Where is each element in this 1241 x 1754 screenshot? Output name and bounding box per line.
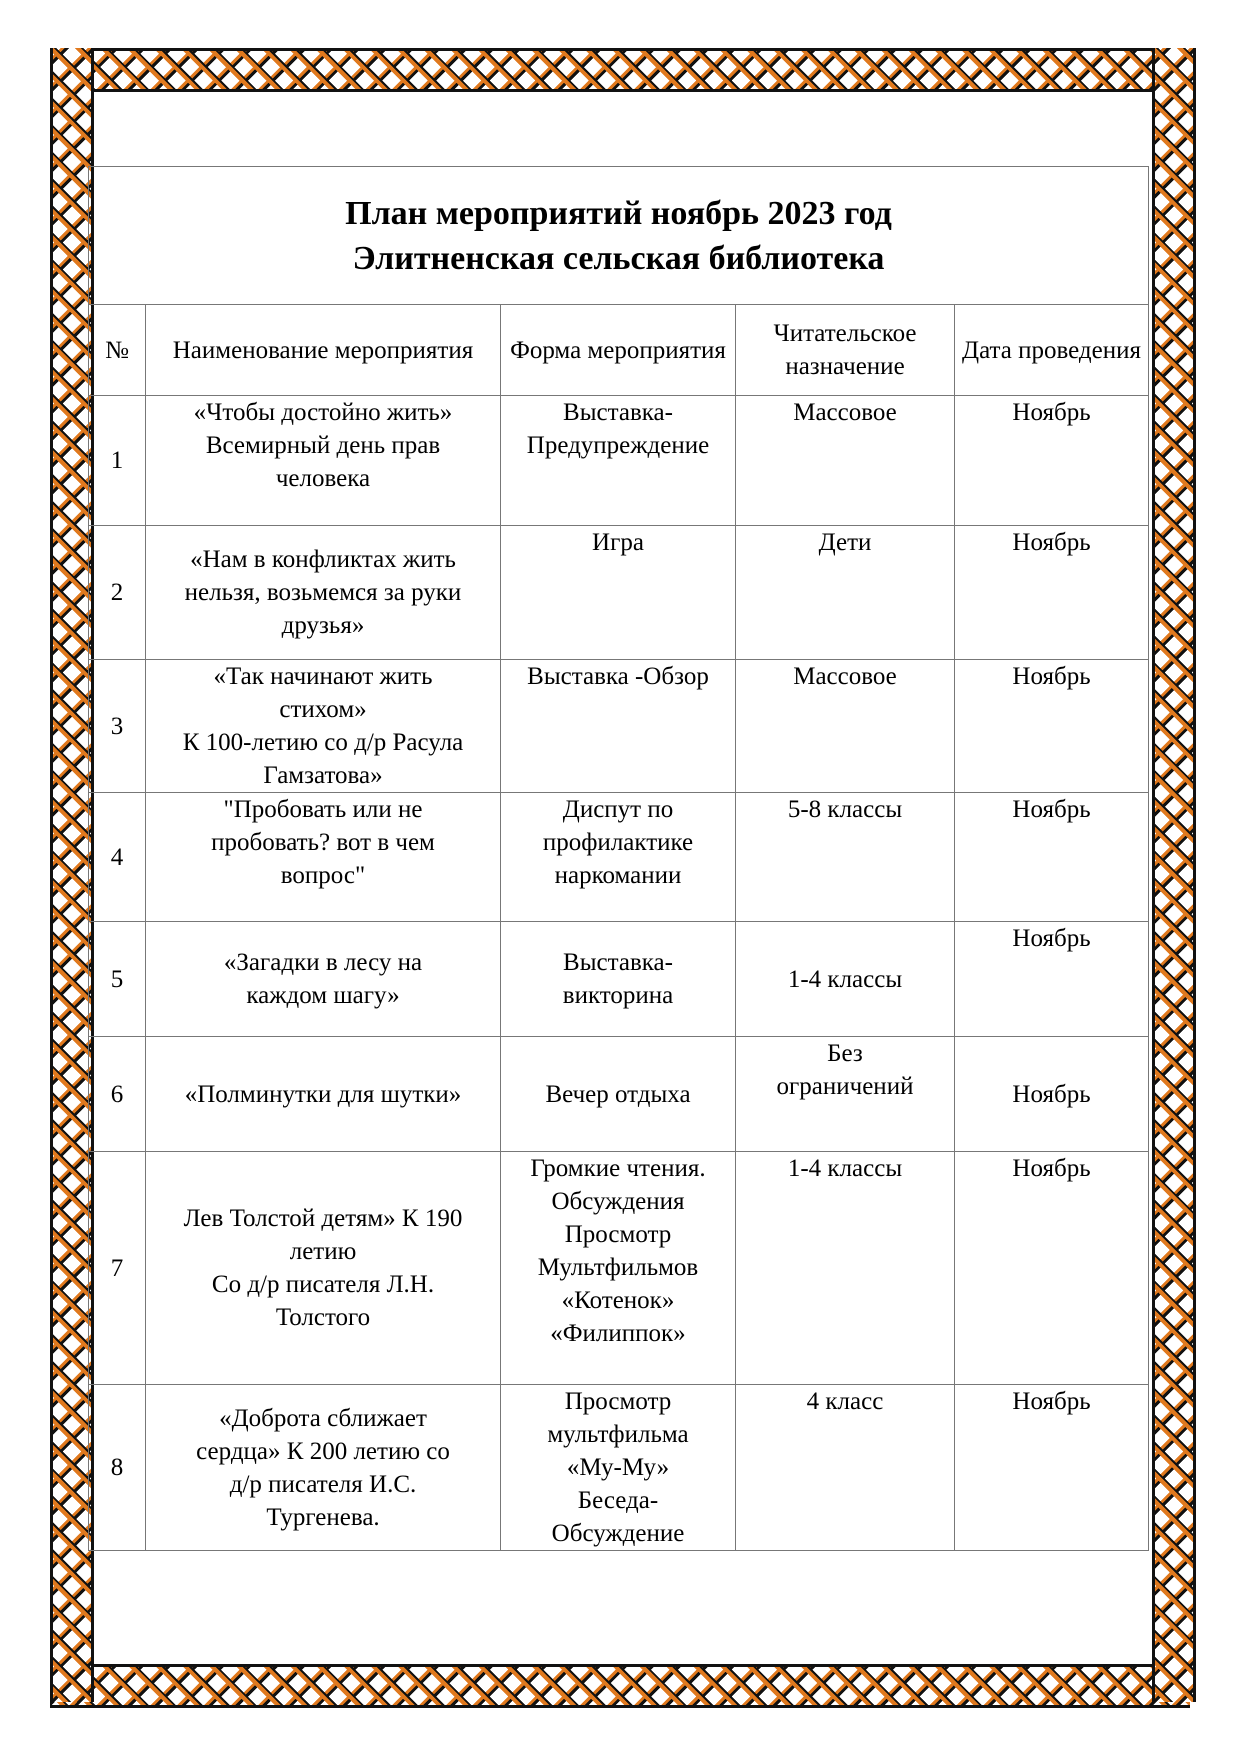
event-form-cell xyxy=(501,1152,736,1385)
event-name-cell-line: «Нам в конфликтах жить xyxy=(190,546,456,573)
audience-cell xyxy=(736,1037,955,1152)
audience-cell-line: 5-8 классы xyxy=(787,796,903,823)
event-form-cell-line: Диспут по xyxy=(562,796,674,823)
row-number: 4 xyxy=(89,793,146,922)
row-number: 6 xyxy=(89,1037,146,1152)
event-name-cell xyxy=(146,1385,501,1551)
event-name-cell-line: д/р писателя И.С. xyxy=(229,1470,417,1498)
event-form-cell-line: Игра xyxy=(592,529,644,556)
date-cell xyxy=(955,396,1149,526)
event-form-cell-line: Обсуждение xyxy=(551,1520,685,1547)
col-header-form: Форма мероприятия xyxy=(501,305,736,396)
date-cell-line: Ноябрь xyxy=(1012,1388,1091,1415)
date-cell-line: Ноябрь xyxy=(1012,1080,1091,1108)
ornamental-border-bottom xyxy=(50,1664,1190,1708)
table-row xyxy=(89,793,1149,922)
audience-cell xyxy=(736,396,955,526)
row-number: 7 xyxy=(89,1152,146,1385)
event-form-cell-line: «Филиппок» xyxy=(550,1320,686,1347)
table-row xyxy=(89,1152,1149,1385)
event-form-cell-line: профилактике xyxy=(542,829,694,856)
event-form-cell-line: Громкие чтения. xyxy=(530,1155,706,1182)
audience-cell-line: Дети xyxy=(818,529,872,556)
date-cell-line: Ноябрь xyxy=(1012,399,1091,426)
event-name-cell-line: «Так начинают жить xyxy=(213,663,433,690)
event-form-cell-line: Беседа- xyxy=(577,1487,659,1514)
header-row xyxy=(89,305,1149,396)
date-cell xyxy=(955,660,1149,793)
event-form-cell-line: мультфильма xyxy=(547,1421,689,1448)
date-cell-line: Ноябрь xyxy=(1012,1155,1091,1182)
audience-cell-line: Массовое xyxy=(793,399,897,426)
date-cell xyxy=(955,1385,1149,1551)
event-form-cell-line: Выставка- xyxy=(563,949,673,976)
event-name-cell xyxy=(146,1152,501,1385)
event-name-cell xyxy=(146,793,501,922)
event-name-cell-line: друзья» xyxy=(281,612,365,639)
event-name-cell-line: Тургенева. xyxy=(266,1503,380,1531)
event-name-cell-line: Всемирный день прав xyxy=(205,432,441,459)
event-name-cell-line: нельзя, возьмемся за руки xyxy=(184,579,462,606)
event-form-cell xyxy=(501,396,736,526)
event-form-cell-line: Выставка- xyxy=(563,399,673,426)
table-row xyxy=(89,526,1149,660)
audience-cell-line: ограничений xyxy=(776,1073,914,1100)
event-name-cell xyxy=(146,1037,501,1152)
event-form-cell-line: «Котенок» xyxy=(561,1287,675,1314)
audience-cell-line: Без xyxy=(827,1040,863,1067)
row-number: 3 xyxy=(89,660,146,793)
event-name-cell-line: Лев Толстой детям» К 190 xyxy=(183,1205,463,1232)
event-form-cell-line: Просмотр xyxy=(564,1221,672,1248)
event-name-cell-line: «Чтобы достойно жить» xyxy=(193,399,453,426)
col-header-audience: Читательское назначение xyxy=(736,305,955,396)
event-form-cell xyxy=(501,526,736,660)
event-form-cell-line: Выставка -Обзор xyxy=(527,663,709,690)
row-number: 8 xyxy=(89,1385,146,1551)
title-line-1: План мероприятий ноябрь 2023 год xyxy=(345,194,892,232)
event-form-cell-line: Мультфильмов xyxy=(537,1254,699,1281)
events-plan-table xyxy=(88,166,1149,1551)
event-name-cell xyxy=(146,396,501,526)
table-row xyxy=(89,1037,1149,1152)
event-name-cell xyxy=(146,660,501,793)
date-cell-line: Ноябрь xyxy=(1012,663,1091,690)
row-number: 1 xyxy=(89,396,146,526)
ornamental-border-right xyxy=(1152,48,1196,1702)
event-name-cell-line: «Полминутки для шутки» xyxy=(184,1080,462,1108)
event-name-cell-line: сердца» К 200 летию со xyxy=(196,1437,450,1465)
row-number: 2 xyxy=(89,526,146,660)
audience-cell-line: 1-4 классы xyxy=(787,1155,903,1182)
title-line-2: Элитненская сельская библиотека xyxy=(352,239,885,277)
event-form-cell-line: Просмотр xyxy=(564,1388,672,1415)
event-form-cell-line: Предупреждение xyxy=(526,432,710,459)
event-name-cell-line: летию xyxy=(289,1238,357,1265)
event-name-cell-line: Гамзатова» xyxy=(263,762,383,789)
audience-cell xyxy=(736,660,955,793)
audience-cell xyxy=(736,526,955,660)
table-row xyxy=(89,1385,1149,1551)
event-name-cell xyxy=(146,526,501,660)
table-row xyxy=(89,660,1149,793)
date-cell xyxy=(955,1037,1149,1152)
event-form-cell-line: викторина xyxy=(562,982,674,1009)
event-form-cell xyxy=(501,922,736,1037)
event-name-cell-line: пробовать? вот в чем xyxy=(211,829,435,856)
col-header-date: Дата проведения xyxy=(955,305,1149,396)
date-cell xyxy=(955,793,1149,922)
col-header-num: № xyxy=(89,305,146,396)
date-cell-line: Ноябрь xyxy=(1012,925,1091,952)
title-row xyxy=(89,167,1149,305)
date-cell xyxy=(955,1152,1149,1385)
audience-cell-line: 4 класс xyxy=(806,1388,884,1415)
audience-cell-line: Массовое xyxy=(793,663,897,690)
date-cell-line: Ноябрь xyxy=(1012,796,1091,823)
row-number: 5 xyxy=(89,922,146,1037)
event-form-cell xyxy=(501,660,736,793)
event-name-cell-line: Со д/р писателя Л.Н. xyxy=(211,1271,435,1298)
audience-cell-line: 1-4 классы xyxy=(787,965,903,993)
audience-cell xyxy=(736,793,955,922)
event-name-cell xyxy=(146,922,501,1037)
event-form-cell xyxy=(501,793,736,922)
event-form-cell-line: наркомании xyxy=(554,862,682,889)
event-name-cell-line: человека xyxy=(275,465,371,492)
document-title xyxy=(89,167,1149,305)
event-name-cell-line: «Загадки в лесу на xyxy=(223,949,423,976)
event-name-cell-line: вопрос" xyxy=(280,862,366,889)
col-header-name: Наименование мероприятия xyxy=(146,305,501,396)
audience-cell xyxy=(736,1385,955,1551)
event-name-cell-line: каждом шагу» xyxy=(246,982,400,1009)
event-form-cell-line: Обсуждения xyxy=(551,1188,685,1215)
event-name-cell-line: стихом» xyxy=(279,696,367,723)
event-form-cell xyxy=(501,1385,736,1551)
date-cell xyxy=(955,922,1149,1037)
audience-cell xyxy=(736,1152,955,1385)
event-name-cell-line: Толстого xyxy=(275,1304,371,1331)
event-form-cell xyxy=(501,1037,736,1152)
date-cell xyxy=(955,526,1149,660)
ornamental-border-top xyxy=(50,48,1190,92)
table-row xyxy=(89,922,1149,1037)
audience-cell xyxy=(736,922,955,1037)
event-name-cell-line: "Пробовать или не xyxy=(223,796,423,823)
event-name-cell-line: К 100-летию со д/р Расула xyxy=(182,729,464,756)
event-form-cell-line: «Му-Му» xyxy=(566,1454,670,1481)
event-form-cell-line: Вечер отдыха xyxy=(545,1080,691,1108)
event-name-cell-line: «Доброта сближает xyxy=(219,1404,427,1432)
table-row xyxy=(89,396,1149,526)
date-cell-line: Ноябрь xyxy=(1012,529,1091,556)
